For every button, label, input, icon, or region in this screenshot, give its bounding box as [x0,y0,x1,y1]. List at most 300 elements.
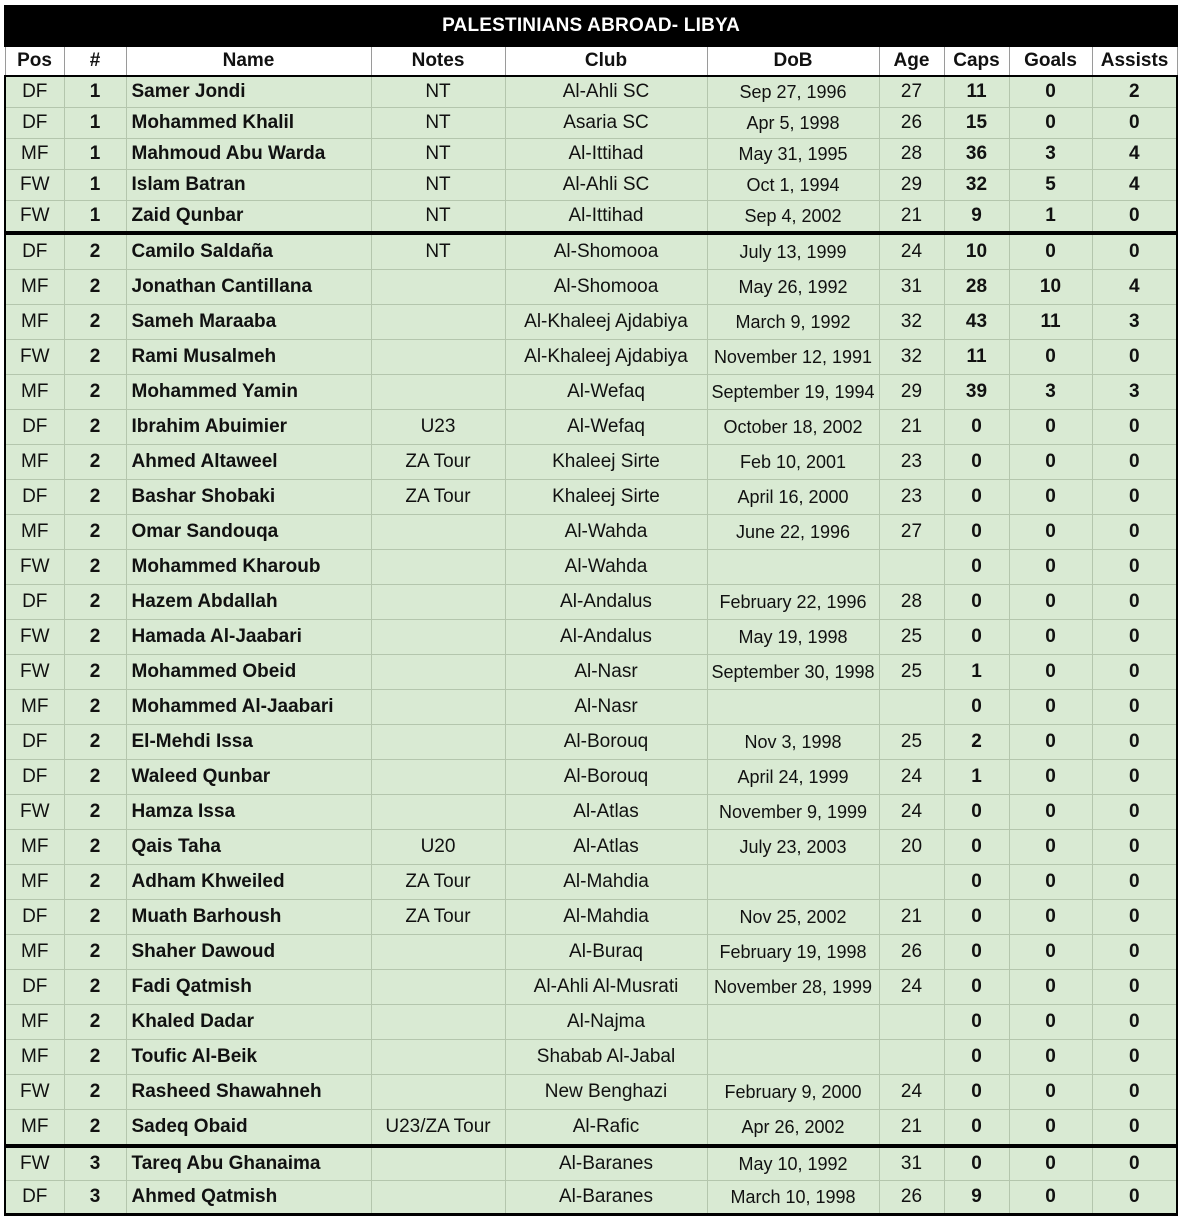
goals-cell[interactable]: 0 [1009,410,1092,445]
pos-cell[interactable]: FW [5,550,64,585]
dob-cell[interactable]: Apr 26, 2002 [707,1110,879,1147]
assists-cell[interactable]: 0 [1092,233,1177,270]
tier-number-cell[interactable]: 2 [64,585,126,620]
goals-cell[interactable]: 0 [1009,655,1092,690]
assists-cell[interactable]: 2 [1092,76,1177,108]
tier-number-cell[interactable]: 2 [64,270,126,305]
tier-number-cell[interactable]: 2 [64,795,126,830]
age-cell[interactable]: 26 [879,1181,944,1215]
pos-cell[interactable]: MF [5,1040,64,1075]
notes-cell[interactable] [371,585,505,620]
notes-cell[interactable] [371,375,505,410]
assists-cell[interactable]: 0 [1092,1110,1177,1147]
assists-cell[interactable]: 0 [1092,1181,1177,1215]
goals-cell[interactable]: 0 [1009,970,1092,1005]
club-cell[interactable]: Al-Borouq [505,760,707,795]
goals-cell[interactable]: 0 [1009,900,1092,935]
notes-cell[interactable] [371,970,505,1005]
goals-cell[interactable]: 0 [1009,1075,1092,1110]
tier-number-cell[interactable]: 2 [64,410,126,445]
column-header-caps[interactable]: Caps [944,46,1009,76]
club-cell[interactable]: Al-Khaleej Ajdabiya [505,340,707,375]
player-name-cell[interactable]: Samer Jondi [126,76,371,108]
pos-cell[interactable]: MF [5,515,64,550]
pos-cell[interactable]: FW [5,340,64,375]
age-cell[interactable]: 20 [879,830,944,865]
caps-cell[interactable]: 0 [944,1146,1009,1181]
dob-cell[interactable] [707,690,879,725]
goals-cell[interactable]: 0 [1009,1146,1092,1181]
goals-cell[interactable]: 0 [1009,865,1092,900]
goals-cell[interactable]: 0 [1009,725,1092,760]
player-name-cell[interactable]: Waleed Qunbar [126,760,371,795]
caps-cell[interactable]: 0 [944,480,1009,515]
goals-cell[interactable]: 0 [1009,795,1092,830]
club-cell[interactable]: Al-Shomooa [505,270,707,305]
goals-cell[interactable]: 0 [1009,515,1092,550]
pos-cell[interactable]: FW [5,170,64,201]
notes-cell[interactable] [371,725,505,760]
assists-cell[interactable]: 0 [1092,1005,1177,1040]
caps-cell[interactable]: 9 [944,1181,1009,1215]
goals-cell[interactable]: 0 [1009,233,1092,270]
age-cell[interactable]: 25 [879,620,944,655]
pos-cell[interactable]: MF [5,139,64,170]
club-cell[interactable]: Al-Wahda [505,515,707,550]
club-cell[interactable]: Al-Wahda [505,550,707,585]
notes-cell[interactable] [371,270,505,305]
club-cell[interactable]: Al-Rafic [505,1110,707,1147]
player-name-cell[interactable]: Ahmed Altaweel [126,445,371,480]
dob-cell[interactable]: Nov 3, 1998 [707,725,879,760]
player-name-cell[interactable]: Mohammed Al-Jaabari [126,690,371,725]
column-header-assists[interactable]: Assists [1092,46,1177,76]
player-name-cell[interactable]: Jonathan Cantillana [126,270,371,305]
club-cell[interactable]: Al-Ittihad [505,139,707,170]
age-cell[interactable]: 23 [879,445,944,480]
age-cell[interactable]: 23 [879,480,944,515]
notes-cell[interactable]: NT [371,201,505,234]
notes-cell[interactable] [371,305,505,340]
column-header-number[interactable]: # [64,46,126,76]
pos-cell[interactable]: FW [5,1075,64,1110]
player-name-cell[interactable]: Bashar Shobaki [126,480,371,515]
caps-cell[interactable]: 0 [944,935,1009,970]
club-cell[interactable]: Al-Andalus [505,585,707,620]
caps-cell[interactable]: 0 [944,1005,1009,1040]
dob-cell[interactable]: Sep 4, 2002 [707,201,879,234]
assists-cell[interactable]: 0 [1092,935,1177,970]
player-name-cell[interactable]: Fadi Qatmish [126,970,371,1005]
age-cell[interactable]: 28 [879,139,944,170]
assists-cell[interactable]: 0 [1092,108,1177,139]
tier-number-cell[interactable]: 3 [64,1181,126,1215]
notes-cell[interactable] [371,620,505,655]
assists-cell[interactable]: 4 [1092,139,1177,170]
caps-cell[interactable]: 32 [944,170,1009,201]
notes-cell[interactable]: ZA Tour [371,445,505,480]
pos-cell[interactable]: MF [5,690,64,725]
club-cell[interactable]: Al-Baranes [505,1146,707,1181]
age-cell[interactable]: 24 [879,795,944,830]
club-cell[interactable]: Khaleej Sirte [505,445,707,480]
age-cell[interactable] [879,550,944,585]
notes-cell[interactable]: ZA Tour [371,900,505,935]
assists-cell[interactable]: 0 [1092,480,1177,515]
club-cell[interactable]: Al-Atlas [505,830,707,865]
tier-number-cell[interactable]: 2 [64,935,126,970]
player-name-cell[interactable]: Omar Sandouqa [126,515,371,550]
age-cell[interactable]: 24 [879,233,944,270]
pos-cell[interactable]: DF [5,725,64,760]
assists-cell[interactable]: 0 [1092,1146,1177,1181]
club-cell[interactable]: Al-Wefaq [505,410,707,445]
pos-cell[interactable]: DF [5,760,64,795]
tier-number-cell[interactable]: 2 [64,970,126,1005]
age-cell[interactable]: 31 [879,1146,944,1181]
pos-cell[interactable]: MF [5,1005,64,1040]
tier-number-cell[interactable]: 2 [64,865,126,900]
dob-cell[interactable]: July 13, 1999 [707,233,879,270]
goals-cell[interactable]: 0 [1009,1181,1092,1215]
tier-number-cell[interactable]: 2 [64,340,126,375]
player-name-cell[interactable]: Mohammed Kharoub [126,550,371,585]
dob-cell[interactable]: September 30, 1998 [707,655,879,690]
caps-cell[interactable]: 2 [944,725,1009,760]
assists-cell[interactable]: 0 [1092,410,1177,445]
player-name-cell[interactable]: Hamada Al-Jaabari [126,620,371,655]
age-cell[interactable]: 21 [879,1110,944,1147]
player-name-cell[interactable]: Hamza Issa [126,795,371,830]
assists-cell[interactable]: 0 [1092,830,1177,865]
goals-cell[interactable]: 1 [1009,201,1092,234]
caps-cell[interactable]: 0 [944,445,1009,480]
assists-cell[interactable]: 0 [1092,620,1177,655]
assists-cell[interactable]: 4 [1092,170,1177,201]
pos-cell[interactable]: DF [5,410,64,445]
age-cell[interactable]: 24 [879,970,944,1005]
dob-cell[interactable]: June 22, 1996 [707,515,879,550]
notes-cell[interactable]: NT [371,139,505,170]
goals-cell[interactable]: 5 [1009,170,1092,201]
dob-cell[interactable]: November 28, 1999 [707,970,879,1005]
notes-cell[interactable] [371,1040,505,1075]
notes-cell[interactable]: ZA Tour [371,480,505,515]
club-cell[interactable]: Al-Mahdia [505,865,707,900]
pos-cell[interactable]: MF [5,1110,64,1147]
assists-cell[interactable]: 3 [1092,375,1177,410]
age-cell[interactable]: 25 [879,725,944,760]
player-name-cell[interactable]: Sameh Maraaba [126,305,371,340]
caps-cell[interactable]: 0 [944,410,1009,445]
dob-cell[interactable] [707,1040,879,1075]
pos-cell[interactable]: DF [5,480,64,515]
player-name-cell[interactable]: Hazem Abdallah [126,585,371,620]
notes-cell[interactable]: NT [371,170,505,201]
age-cell[interactable]: 27 [879,515,944,550]
dob-cell[interactable]: May 10, 1992 [707,1146,879,1181]
tier-number-cell[interactable]: 2 [64,830,126,865]
club-cell[interactable]: Al-Atlas [505,795,707,830]
column-header-age[interactable]: Age [879,46,944,76]
goals-cell[interactable]: 0 [1009,445,1092,480]
tier-number-cell[interactable]: 2 [64,1040,126,1075]
caps-cell[interactable]: 28 [944,270,1009,305]
club-cell[interactable]: Al-Khaleej Ajdabiya [505,305,707,340]
pos-cell[interactable]: DF [5,970,64,1005]
dob-cell[interactable]: May 26, 1992 [707,270,879,305]
goals-cell[interactable]: 3 [1009,375,1092,410]
column-header-pos[interactable]: Pos [5,46,64,76]
pos-cell[interactable]: MF [5,305,64,340]
pos-cell[interactable]: MF [5,830,64,865]
dob-cell[interactable]: March 9, 1992 [707,305,879,340]
assists-cell[interactable]: 0 [1092,725,1177,760]
notes-cell[interactable] [371,1075,505,1110]
age-cell[interactable]: 32 [879,305,944,340]
pos-cell[interactable]: MF [5,445,64,480]
player-name-cell[interactable]: El-Mehdi Issa [126,725,371,760]
goals-cell[interactable]: 0 [1009,620,1092,655]
assists-cell[interactable]: 0 [1092,865,1177,900]
pos-cell[interactable]: DF [5,108,64,139]
notes-cell[interactable] [371,795,505,830]
player-name-cell[interactable]: Rami Musalmeh [126,340,371,375]
goals-cell[interactable]: 0 [1009,830,1092,865]
pos-cell[interactable]: FW [5,201,64,234]
tier-number-cell[interactable]: 1 [64,76,126,108]
goals-cell[interactable]: 0 [1009,1040,1092,1075]
assists-cell[interactable]: 0 [1092,900,1177,935]
caps-cell[interactable]: 10 [944,233,1009,270]
age-cell[interactable]: 21 [879,201,944,234]
notes-cell[interactable] [371,1181,505,1215]
assists-cell[interactable]: 0 [1092,445,1177,480]
caps-cell[interactable]: 0 [944,865,1009,900]
age-cell[interactable]: 21 [879,410,944,445]
player-name-cell[interactable]: Shaher Dawoud [126,935,371,970]
dob-cell[interactable]: Nov 25, 2002 [707,900,879,935]
notes-cell[interactable] [371,1146,505,1181]
caps-cell[interactable]: 0 [944,1075,1009,1110]
assists-cell[interactable]: 0 [1092,1075,1177,1110]
player-name-cell[interactable]: Zaid Qunbar [126,201,371,234]
caps-cell[interactable]: 0 [944,970,1009,1005]
notes-cell[interactable]: U23 [371,410,505,445]
club-cell[interactable]: Al-Nasr [505,655,707,690]
tier-number-cell[interactable]: 2 [64,445,126,480]
notes-cell[interactable]: NT [371,233,505,270]
pos-cell[interactable]: FW [5,620,64,655]
age-cell[interactable]: 32 [879,340,944,375]
goals-cell[interactable]: 11 [1009,305,1092,340]
player-name-cell[interactable]: Adham Khweiled [126,865,371,900]
player-name-cell[interactable]: Ibrahim Abuimier [126,410,371,445]
pos-cell[interactable]: DF [5,1181,64,1215]
goals-cell[interactable]: 0 [1009,108,1092,139]
tier-number-cell[interactable]: 2 [64,515,126,550]
assists-cell[interactable]: 0 [1092,970,1177,1005]
age-cell[interactable]: 26 [879,935,944,970]
club-cell[interactable]: Al-Ahli SC [505,76,707,108]
tier-number-cell[interactable]: 2 [64,725,126,760]
dob-cell[interactable]: February 22, 1996 [707,585,879,620]
pos-cell[interactable]: FW [5,795,64,830]
dob-cell[interactable]: Apr 5, 1998 [707,108,879,139]
player-name-cell[interactable]: Ahmed Qatmish [126,1181,371,1215]
club-cell[interactable]: Al-Ittihad [505,201,707,234]
tier-number-cell[interactable]: 2 [64,900,126,935]
caps-cell[interactable]: 0 [944,515,1009,550]
dob-cell[interactable]: July 23, 2003 [707,830,879,865]
assists-cell[interactable]: 3 [1092,305,1177,340]
age-cell[interactable]: 21 [879,900,944,935]
notes-cell[interactable] [371,1005,505,1040]
dob-cell[interactable]: Oct 1, 1994 [707,170,879,201]
caps-cell[interactable]: 11 [944,76,1009,108]
age-cell[interactable]: 26 [879,108,944,139]
tier-number-cell[interactable]: 2 [64,480,126,515]
notes-cell[interactable] [371,655,505,690]
notes-cell[interactable]: ZA Tour [371,865,505,900]
notes-cell[interactable] [371,760,505,795]
player-name-cell[interactable]: Sadeq Obaid [126,1110,371,1147]
tier-number-cell[interactable]: 3 [64,1146,126,1181]
player-name-cell[interactable]: Mahmoud Abu Warda [126,139,371,170]
dob-cell[interactable]: September 19, 1994 [707,375,879,410]
pos-cell[interactable]: DF [5,233,64,270]
tier-number-cell[interactable]: 2 [64,620,126,655]
caps-cell[interactable]: 0 [944,1040,1009,1075]
assists-cell[interactable]: 0 [1092,515,1177,550]
age-cell[interactable] [879,865,944,900]
dob-cell[interactable]: February 19, 1998 [707,935,879,970]
age-cell[interactable] [879,1040,944,1075]
caps-cell[interactable]: 0 [944,585,1009,620]
goals-cell[interactable]: 0 [1009,690,1092,725]
tier-number-cell[interactable]: 2 [64,1005,126,1040]
player-name-cell[interactable]: Camilo Saldaña [126,233,371,270]
club-cell[interactable]: Al-Ahli SC [505,170,707,201]
player-name-cell[interactable]: Khaled Dadar [126,1005,371,1040]
club-cell[interactable]: Asaria SC [505,108,707,139]
caps-cell[interactable]: 0 [944,620,1009,655]
pos-cell[interactable]: DF [5,900,64,935]
player-name-cell[interactable]: Mohammed Obeid [126,655,371,690]
player-name-cell[interactable]: Muath Barhoush [126,900,371,935]
dob-cell[interactable]: November 9, 1999 [707,795,879,830]
column-header-goals[interactable]: Goals [1009,46,1092,76]
notes-cell[interactable] [371,935,505,970]
player-name-cell[interactable]: Islam Batran [126,170,371,201]
dob-cell[interactable]: February 9, 2000 [707,1075,879,1110]
tier-number-cell[interactable]: 1 [64,170,126,201]
notes-cell[interactable] [371,550,505,585]
dob-cell[interactable]: May 19, 1998 [707,620,879,655]
goals-cell[interactable]: 0 [1009,1005,1092,1040]
age-cell[interactable]: 24 [879,1075,944,1110]
assists-cell[interactable]: 0 [1092,550,1177,585]
notes-cell[interactable]: NT [371,76,505,108]
dob-cell[interactable]: March 10, 1998 [707,1181,879,1215]
club-cell[interactable]: Al-Buraq [505,935,707,970]
player-name-cell[interactable]: Qais Taha [126,830,371,865]
age-cell[interactable] [879,1005,944,1040]
caps-cell[interactable]: 43 [944,305,1009,340]
player-name-cell[interactable]: Toufic Al-Beik [126,1040,371,1075]
tier-number-cell[interactable]: 2 [64,233,126,270]
assists-cell[interactable]: 0 [1092,655,1177,690]
goals-cell[interactable]: 3 [1009,139,1092,170]
notes-cell[interactable]: U20 [371,830,505,865]
pos-cell[interactable]: FW [5,655,64,690]
tier-number-cell[interactable]: 1 [64,108,126,139]
age-cell[interactable]: 29 [879,170,944,201]
notes-cell[interactable] [371,340,505,375]
pos-cell[interactable]: MF [5,865,64,900]
pos-cell[interactable]: DF [5,585,64,620]
club-cell[interactable]: Shabab Al-Jabal [505,1040,707,1075]
column-header-club[interactable]: Club [505,46,707,76]
caps-cell[interactable]: 0 [944,690,1009,725]
club-cell[interactable]: Al-Shomooa [505,233,707,270]
caps-cell[interactable]: 9 [944,201,1009,234]
goals-cell[interactable]: 0 [1009,550,1092,585]
club-cell[interactable]: Al-Mahdia [505,900,707,935]
goals-cell[interactable]: 0 [1009,76,1092,108]
dob-cell[interactable] [707,865,879,900]
player-name-cell[interactable]: Mohammed Yamin [126,375,371,410]
pos-cell[interactable]: MF [5,270,64,305]
notes-cell[interactable] [371,515,505,550]
club-cell[interactable]: Khaleej Sirte [505,480,707,515]
player-name-cell[interactable]: Tareq Abu Ghanaima [126,1146,371,1181]
dob-cell[interactable]: October 18, 2002 [707,410,879,445]
tier-number-cell[interactable]: 2 [64,305,126,340]
club-cell[interactable]: Al-Ahli Al-Musrati [505,970,707,1005]
dob-cell[interactable]: Feb 10, 2001 [707,445,879,480]
caps-cell[interactable]: 0 [944,830,1009,865]
tier-number-cell[interactable]: 2 [64,375,126,410]
age-cell[interactable]: 31 [879,270,944,305]
club-cell[interactable]: Al-Borouq [505,725,707,760]
pos-cell[interactable]: DF [5,76,64,108]
assists-cell[interactable]: 0 [1092,795,1177,830]
assists-cell[interactable]: 0 [1092,760,1177,795]
tier-number-cell[interactable]: 1 [64,201,126,234]
column-header-dob[interactable]: DoB [707,46,879,76]
assists-cell[interactable]: 0 [1092,1040,1177,1075]
goals-cell[interactable]: 0 [1009,1110,1092,1147]
dob-cell[interactable] [707,1005,879,1040]
caps-cell[interactable]: 0 [944,1110,1009,1147]
caps-cell[interactable]: 1 [944,655,1009,690]
assists-cell[interactable]: 4 [1092,270,1177,305]
player-name-cell[interactable]: Mohammed Khalil [126,108,371,139]
goals-cell[interactable]: 0 [1009,340,1092,375]
club-cell[interactable]: Al-Nasr [505,690,707,725]
goals-cell[interactable]: 10 [1009,270,1092,305]
age-cell[interactable]: 24 [879,760,944,795]
club-cell[interactable]: New Benghazi [505,1075,707,1110]
caps-cell[interactable]: 0 [944,795,1009,830]
dob-cell[interactable]: Sep 27, 1996 [707,76,879,108]
pos-cell[interactable]: FW [5,1146,64,1181]
dob-cell[interactable]: November 12, 1991 [707,340,879,375]
dob-cell[interactable] [707,550,879,585]
goals-cell[interactable]: 0 [1009,585,1092,620]
club-cell[interactable]: Al-Wefaq [505,375,707,410]
